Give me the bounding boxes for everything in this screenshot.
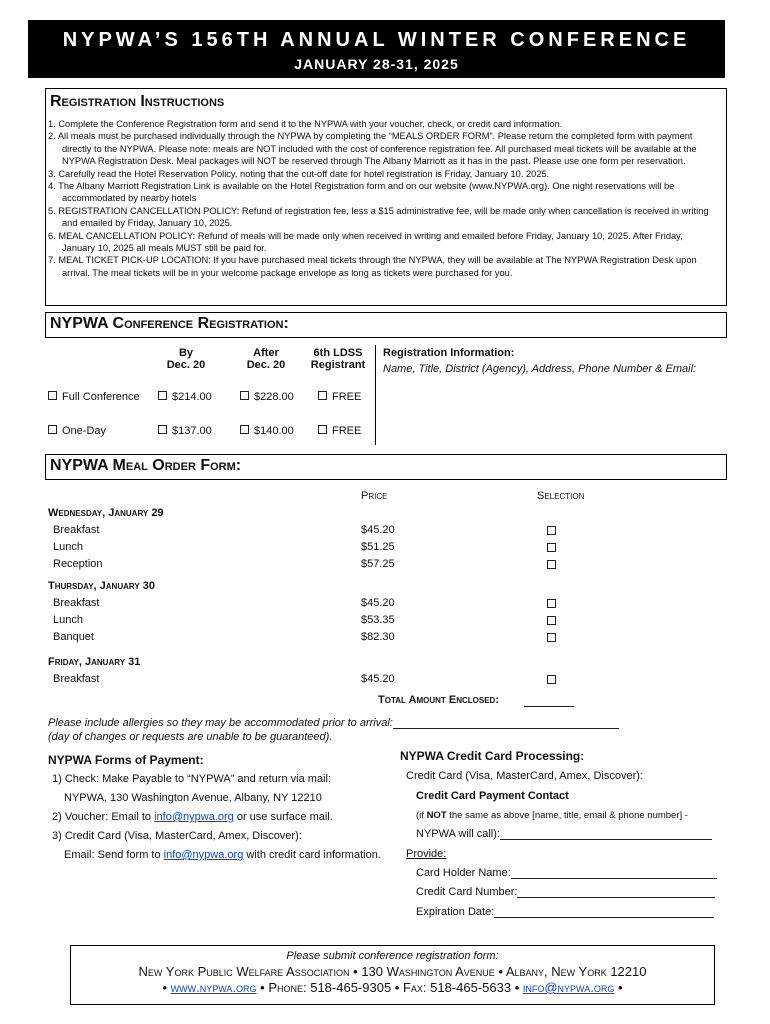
meal-name: Lunch xyxy=(53,614,83,626)
text: (if xyxy=(416,810,427,821)
footer-contact xyxy=(71,980,714,995)
card-expiry xyxy=(416,906,714,918)
meal-checkbox[interactable] xyxy=(547,526,556,535)
card-number xyxy=(416,886,715,898)
price-oneday-by[interactable] xyxy=(158,425,212,437)
registration-divider xyxy=(375,345,376,445)
conference-title: NYPWA’S 156TH ANNUAL WINTER CONFERENCE xyxy=(62,29,691,51)
text: • xyxy=(617,980,623,995)
meal-price: $45.20 xyxy=(361,673,395,685)
card-holder xyxy=(416,867,717,879)
instruction-item: 3. Carefully read the Hotel Reservation Policy, noting that the cut-off date for hotel registration is Friday, January 10. 2025. xyxy=(48,168,550,179)
day-thursday: Thursday, January 30 xyxy=(48,580,155,592)
price: $228.00 xyxy=(254,391,294,403)
text: • xyxy=(162,980,168,995)
payment-check: 1) Check: Make Payable to “NYPWA” and return via mail: xyxy=(52,773,331,785)
meal-title: NYPWA Meal Order Form: xyxy=(50,457,242,474)
email-link[interactable]: info@nypwa.org xyxy=(163,849,244,861)
price-oneday-ldss[interactable] xyxy=(318,425,361,437)
instructions-title: Registration Instructions xyxy=(50,93,225,110)
text: NYPWA will call): xyxy=(416,828,500,840)
total-label: Total Amount Enclosed: xyxy=(378,694,499,706)
col-label: Registrant xyxy=(310,359,366,371)
day-wednesday: Wednesday, January 29 xyxy=(48,507,164,519)
text: Expiration Date: xyxy=(416,906,495,918)
meal-price: $45.20 xyxy=(361,597,395,609)
payment-credit: 3) Credit Card (Visa, MasterCard, Amex, Discover): xyxy=(52,830,302,842)
col-ldss xyxy=(308,347,368,371)
price: $140.00 xyxy=(254,425,294,437)
instruction-item: 1. Complete the Conference Registration form and send it to the NYPWA with your voucher, check, or credit card information. xyxy=(48,119,563,129)
price: FREE xyxy=(332,391,362,403)
option-label: One-Day xyxy=(62,425,107,437)
card-number-field[interactable] xyxy=(517,886,715,898)
text: Credit Card Number: xyxy=(416,886,518,898)
meal-price: $53.35 xyxy=(361,614,395,626)
meal-checkbox[interactable] xyxy=(547,599,556,608)
contact-field[interactable] xyxy=(500,828,712,840)
meal-checkbox[interactable] xyxy=(547,675,556,684)
instruction-item: 4. The Albany Marriott Registration Link is available on the Hotel Registration form and on our website (www.NYPWA.org). One night reservations will be accommodated by nearby hotels xyxy=(48,181,675,204)
meal-name: Banquet xyxy=(53,631,94,643)
text: with credit card information. xyxy=(243,849,381,861)
col-label: By xyxy=(178,347,194,359)
email-link[interactable]: info@nypwa.org xyxy=(522,980,615,995)
meal-name: Breakfast xyxy=(53,673,100,685)
checkbox-icon[interactable] xyxy=(240,425,249,434)
selection-header: Selection xyxy=(537,490,585,502)
col-by-dec20 xyxy=(158,347,214,371)
text: 2) Voucher: Email to xyxy=(52,811,155,823)
col-label: After xyxy=(253,347,279,359)
credit-note xyxy=(416,810,688,821)
footer-box xyxy=(70,945,715,1005)
credit-title: NYPWA Credit Card Processing: xyxy=(400,749,585,763)
meal-price: $51.25 xyxy=(361,541,395,553)
meal-name: Reception xyxy=(53,558,103,570)
allergy-note-2: (day of changes or requests are unable to be guaranteed). xyxy=(48,731,333,743)
day-friday: Friday, January 31 xyxy=(48,656,141,668)
instruction-item: 6. MEAL CANCELLATION POLICY: Refund of meals will be made only when received in writing and emailed before Friday, January 10, 2025. After Friday, January 10, 2025 all meals MUST still be paid for. xyxy=(48,230,683,254)
option-one-day[interactable] xyxy=(48,425,106,437)
text: the same as above [name, title, email & phone number] - xyxy=(446,810,688,821)
meal-name: Breakfast xyxy=(53,597,100,609)
checkbox-icon[interactable] xyxy=(318,391,327,400)
checkbox-icon[interactable] xyxy=(158,391,167,400)
meal-name: Breakfast xyxy=(53,524,100,536)
credit-provide: Provide: xyxy=(406,848,447,860)
meal-price: $57.25 xyxy=(361,558,395,570)
meal-checkbox[interactable] xyxy=(547,633,556,642)
col-after-dec20 xyxy=(236,347,296,371)
checkbox-icon[interactable] xyxy=(158,425,167,434)
text: Card Holder Name: xyxy=(416,867,511,879)
instruction-item: 5. REGISTRATION CANCELLATION POLICY: Refund of registration fee, less a $15 administrative fee, will be made only when cancellation is received in writing and emailed by Friday, January 10, 2025. xyxy=(48,205,709,229)
price-header: Price xyxy=(361,490,388,502)
payment-voucher xyxy=(52,811,333,823)
price-full-ldss[interactable] xyxy=(318,391,361,403)
checkbox-icon[interactable] xyxy=(318,425,327,434)
text: Email: Send form to xyxy=(64,849,164,861)
card-holder-field[interactable] xyxy=(511,867,717,879)
registration-info-title: Registration Information: xyxy=(383,347,515,359)
allergy-field[interactable] xyxy=(393,717,619,729)
col-label: Dec. 20 xyxy=(166,359,206,371)
meal-checkbox[interactable] xyxy=(547,560,556,569)
option-label: Full Conference xyxy=(62,391,140,403)
payment-email xyxy=(64,849,381,861)
meal-checkbox[interactable] xyxy=(547,616,556,625)
meal-price: $45.20 xyxy=(361,524,395,536)
text: or use surface mail. xyxy=(233,811,333,823)
instructions-list xyxy=(48,118,718,279)
price-oneday-after[interactable] xyxy=(240,425,294,437)
instruction-item: 7. MEAL TICKET PICK-UP LOCATION: If you have purchased meal tickets through the NYPWA, they will be available at The NYPWA Registration Desk upon arrival. The meal tickets will be in your welcome package envelope as long as tickets were purchased for you. xyxy=(48,255,697,278)
price: FREE xyxy=(332,425,362,437)
total-field[interactable] xyxy=(524,694,574,707)
price-full-by[interactable] xyxy=(158,391,212,403)
card-expiry-field[interactable] xyxy=(494,906,714,918)
payment-title: NYPWA Forms of Payment: xyxy=(48,753,204,767)
option-full-conference[interactable] xyxy=(48,391,140,403)
email-link[interactable]: info@nypwa.org xyxy=(154,811,234,823)
meal-name: Lunch xyxy=(53,541,83,553)
checkbox-icon[interactable] xyxy=(48,425,57,434)
credit-contact: Credit Card Payment Contact xyxy=(416,790,569,802)
credit-call xyxy=(416,828,712,840)
website-link[interactable]: www.nypwa.org xyxy=(170,980,257,995)
checkbox-icon[interactable] xyxy=(240,391,249,400)
allergy-note xyxy=(48,717,619,729)
registration-title: NYPWA Conference Registration: xyxy=(50,315,289,332)
registration-info-sub: Name, Title, District (Agency), Address, Phone Number & Email: xyxy=(383,363,697,375)
col-label: 6th LDSS xyxy=(313,347,363,359)
col-label: Dec. 20 xyxy=(246,359,286,371)
meal-checkbox[interactable] xyxy=(547,543,556,552)
price-full-after[interactable] xyxy=(240,391,294,403)
price: $214.00 xyxy=(172,391,212,403)
text: • Phone: 518-465-9305 • Fax: 518-465-5633 • xyxy=(256,980,523,995)
payment-address: NYPWA, 130 Washington Avenue, Albany, NY 12210 xyxy=(64,792,322,804)
allergy-text: Please include allergies so they may be accommodated prior to arrival: xyxy=(48,717,393,729)
checkbox-icon[interactable] xyxy=(48,391,57,400)
price: $137.00 xyxy=(172,425,212,437)
text: NOT xyxy=(426,810,447,821)
conference-header xyxy=(28,20,725,78)
footer-submit: Please submit conference registration form: xyxy=(286,950,499,962)
conference-dates: JANUARY 28-31, 2025 xyxy=(294,56,459,72)
footer-address: New York Public Welfare Association • 130 Washington Avenue • Albany, New York 12210 xyxy=(138,964,647,979)
meal-price: $82.30 xyxy=(361,631,395,643)
instruction-item: 2. All meals must be purchased individually through the NYPWA by completing the “MEALS ORDER FORM”. Please return the completed form with payment directly to the NYPWA. Please note: meals are NOT included with the cost of conference registration fee. All purchased meal tickets will be available at the NYPWA Registration Desk. Meal packages will NOT be reserved through The Albany Marriott as it has in the past. Please use one form per reservation. xyxy=(48,131,697,167)
credit-cards: Credit Card (Visa, MasterCard, Amex, Discover): xyxy=(406,770,643,782)
